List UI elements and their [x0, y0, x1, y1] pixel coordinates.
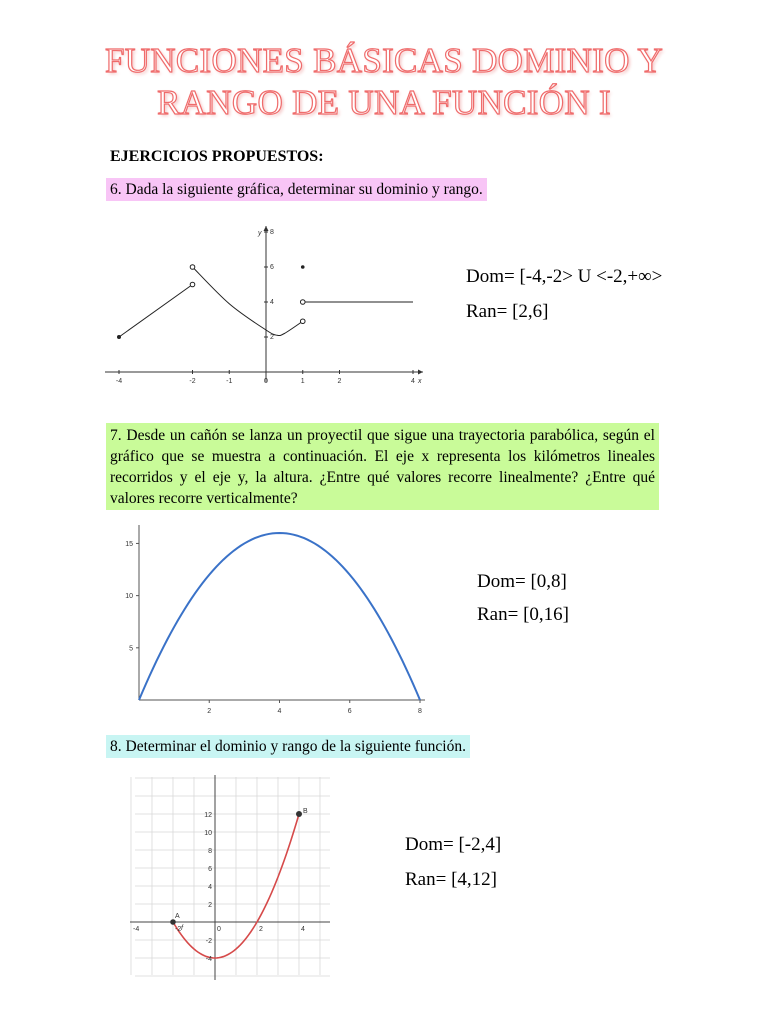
y-tick-label: -2 — [205, 938, 212, 945]
exercise-8-range: Ran= [4,12] — [405, 869, 497, 890]
point-label-b: B — [303, 808, 308, 815]
exercise-7-range: Ran= [0,16] — [477, 604, 569, 625]
open-endpoint — [300, 319, 305, 324]
parabola-curve — [139, 533, 420, 700]
x-tick-label: 4 — [301, 926, 305, 933]
chart-exercise-8 — [125, 775, 335, 985]
x-axis-arrow — [418, 370, 423, 375]
x-tick-label: -4 — [133, 926, 140, 933]
x-tick-label: 4 — [277, 708, 282, 715]
x-tick-label: 6 — [347, 708, 352, 715]
x-tick-label: 0 — [217, 926, 221, 933]
x-tick-label: 0 — [264, 378, 268, 385]
y-tick-label: 2 — [270, 334, 274, 341]
x-axis-label: x — [418, 378, 422, 385]
page-title-line-1: FUNCIONES BÁSICAS DOMINIO Y — [104, 41, 664, 80]
x-tick-label: 2 — [259, 926, 263, 933]
y-tick-label: 8 — [270, 229, 274, 236]
function-label-f: f — [181, 925, 183, 932]
y-tick-label: -4 — [205, 956, 212, 963]
section-heading: EJERCICIOS PROPUESTOS: — [110, 148, 324, 165]
exercise-8-prompt: 8. Determinar el dominio y rango de la siguiente función. — [106, 735, 470, 758]
exercise-7-prompt: 7. Desde un cañón se lanza un proyectil que sigue una trayectoria parabólica, según el gráfico que se muestra a continuación. El eje x representa los kilómetros lineales recorridos y el eje y, la altura. ¿Entre qué valores recorre linealmente? ¿Entre qué valores recorre verticalmente? — [106, 423, 659, 510]
x-tick-label: -1 — [226, 378, 233, 385]
y-axis-label: y — [258, 230, 262, 237]
endpoint-b — [296, 811, 302, 817]
x-tick-label: -2 — [189, 378, 196, 385]
exercise-8-domain: Dom= [-2,4] — [405, 834, 502, 855]
chart-exercise-7 — [115, 525, 425, 715]
open-endpoint — [190, 282, 195, 287]
chart-8-grid — [131, 777, 330, 976]
point-label-a: A — [175, 913, 180, 920]
closed-endpoint — [117, 335, 121, 339]
page-title — [0, 40, 768, 124]
chart-7-labels — [125, 541, 422, 715]
x-tick-label: 2 — [207, 708, 212, 715]
y-tick-label: 2 — [208, 902, 212, 909]
y-tick-label: 8 — [208, 848, 212, 855]
chart-8-axes — [130, 775, 330, 980]
y-axis-arrow — [264, 226, 269, 231]
x-tick-label: 8 — [418, 708, 422, 715]
page-title-line-2: RANGO DE UNA FUNCIÓN I — [157, 83, 611, 122]
exercise-6-range: Ran= [2,6] — [466, 301, 549, 322]
chart-7-axes — [136, 525, 425, 703]
x-tick-label: 4 — [411, 378, 415, 385]
y-tick-label: 6 — [208, 866, 212, 873]
y-tick-label: 15 — [125, 540, 133, 548]
y-tick-label: 12 — [204, 812, 212, 819]
series-1-line — [119, 285, 193, 338]
y-tick-label: 6 — [270, 264, 274, 271]
y-tick-label: 4 — [208, 884, 212, 891]
y-tick-label: 4 — [270, 299, 274, 306]
y-tick-label: 10 — [204, 830, 212, 837]
y-tick-label: 10 — [125, 593, 133, 601]
chart-7-series — [139, 533, 420, 700]
x-tick-label: 1 — [300, 378, 305, 385]
x-tick-label: -2 — [175, 926, 182, 933]
endpoint-a — [170, 919, 176, 925]
exercise-7-domain: Dom= [0,8] — [477, 571, 567, 592]
x-tick-label: 2 — [337, 378, 342, 385]
isolated-point — [301, 265, 305, 269]
chart-exercise-6 — [105, 222, 435, 392]
open-endpoint — [190, 265, 195, 270]
series-2-line — [193, 267, 303, 336]
exercise-6-domain: Dom= [-4,-2> U <-2,+∞> — [466, 266, 663, 287]
open-endpoint — [300, 300, 305, 305]
x-tick-label: -4 — [115, 378, 123, 385]
y-tick-label: 5 — [129, 645, 133, 653]
chart-6-axes — [105, 226, 423, 382]
exercise-6-prompt: 6. Dada la siguiente gráfica, determinar su dominio y rango. — [106, 178, 487, 201]
